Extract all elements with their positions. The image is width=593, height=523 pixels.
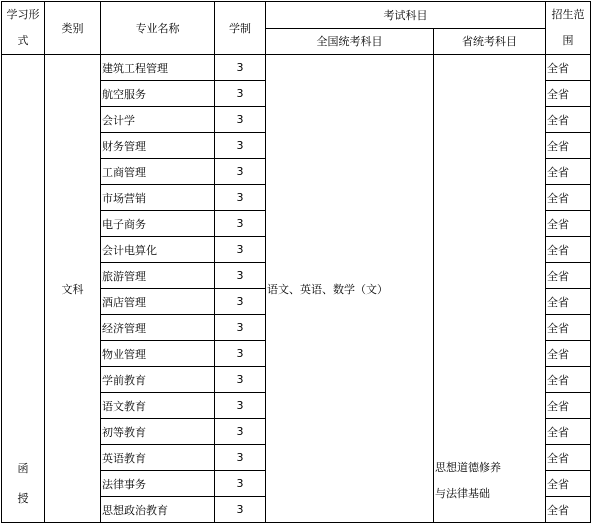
major-name-cell: 航空服务 (101, 81, 215, 107)
major-name-cell: 会计电算化 (101, 237, 215, 263)
major-name-cell: 工商管理 (101, 159, 215, 185)
scope-cell: 全省 (546, 237, 591, 263)
duration-cell: 3 (215, 133, 266, 159)
duration-cell: 3 (215, 341, 266, 367)
major-name-cell: 法律事务 (101, 471, 215, 497)
scope-cell: 全省 (546, 263, 591, 289)
admissions-table (1, 1, 591, 523)
scope-cell: 全省 (546, 211, 591, 237)
duration-cell: 3 (215, 471, 266, 497)
header-provincial-subjects: 省统考科目 (434, 28, 546, 55)
duration-cell: 3 (215, 367, 266, 393)
major-name-cell: 市场营销 (101, 185, 215, 211)
provincial-subjects-line1: 思想道德修养 (435, 461, 501, 474)
major-name-cell: 初等教育 (101, 419, 215, 445)
provincial-subjects-cell (434, 55, 546, 523)
duration-cell: 3 (215, 81, 266, 107)
duration-cell: 3 (215, 289, 266, 315)
duration-cell: 3 (215, 185, 266, 211)
header-exam-subjects: 考试科目 (266, 2, 546, 29)
duration-cell: 3 (215, 419, 266, 445)
duration-cell: 3 (215, 55, 266, 81)
study-form-char-1: 函 (17, 462, 29, 475)
header-duration: 学制 (215, 2, 266, 55)
major-name-cell: 思想政治教育 (101, 497, 215, 523)
duration-cell: 3 (215, 497, 266, 523)
major-name-cell: 会计学 (101, 107, 215, 133)
duration-cell: 3 (215, 263, 266, 289)
header-scope-line1: 招生范 (551, 8, 585, 21)
major-name-cell: 财务管理 (101, 133, 215, 159)
major-name-cell: 经济管理 (101, 315, 215, 341)
scope-cell: 全省 (546, 367, 591, 393)
scope-cell: 全省 (546, 55, 591, 81)
major-name-cell: 建筑工程管理 (101, 55, 215, 81)
major-name-cell: 语文教育 (101, 393, 215, 419)
scope-cell: 全省 (546, 471, 591, 497)
scope-cell: 全省 (546, 289, 591, 315)
header-study-form-line2: 式 (17, 34, 29, 47)
major-name-cell: 英语教育 (101, 445, 215, 471)
duration-cell: 3 (215, 445, 266, 471)
scope-cell: 全省 (546, 315, 591, 341)
header-study-form (2, 2, 45, 55)
header-national-subjects: 全国统考科目 (266, 28, 434, 55)
major-name-cell: 电子商务 (101, 211, 215, 237)
scope-cell: 全省 (546, 159, 591, 185)
scope-cell: 全省 (546, 497, 591, 523)
header-scope-line2: 围 (562, 34, 574, 47)
major-name-cell: 物业管理 (101, 341, 215, 367)
scope-cell: 全省 (546, 185, 591, 211)
national-subjects-cell: 语文、英语、数学（文） (266, 55, 434, 523)
scope-cell: 全省 (546, 133, 591, 159)
header-major: 专业名称 (101, 2, 215, 55)
provincial-subjects-line2: 与法律基础 (435, 487, 490, 500)
study-form-char-2: 授 (17, 492, 29, 505)
study-form-cell (2, 55, 45, 523)
major-name-cell: 旅游管理 (101, 263, 215, 289)
duration-cell: 3 (215, 315, 266, 341)
duration-cell: 3 (215, 211, 266, 237)
header-study-form-line1: 学习形 (6, 8, 40, 21)
scope-cell: 全省 (546, 419, 591, 445)
duration-cell: 3 (215, 159, 266, 185)
scope-cell: 全省 (546, 445, 591, 471)
scope-cell: 全省 (546, 81, 591, 107)
header-category: 类别 (45, 2, 101, 55)
major-name-cell: 酒店管理 (101, 289, 215, 315)
duration-cell: 3 (215, 393, 266, 419)
scope-cell: 全省 (546, 341, 591, 367)
scope-cell: 全省 (546, 107, 591, 133)
table-row (2, 55, 591, 81)
category-cell: 文科 (45, 55, 101, 523)
major-name-cell: 学前教育 (101, 367, 215, 393)
header-scope (546, 2, 591, 55)
duration-cell: 3 (215, 237, 266, 263)
duration-cell: 3 (215, 107, 266, 133)
scope-cell: 全省 (546, 393, 591, 419)
